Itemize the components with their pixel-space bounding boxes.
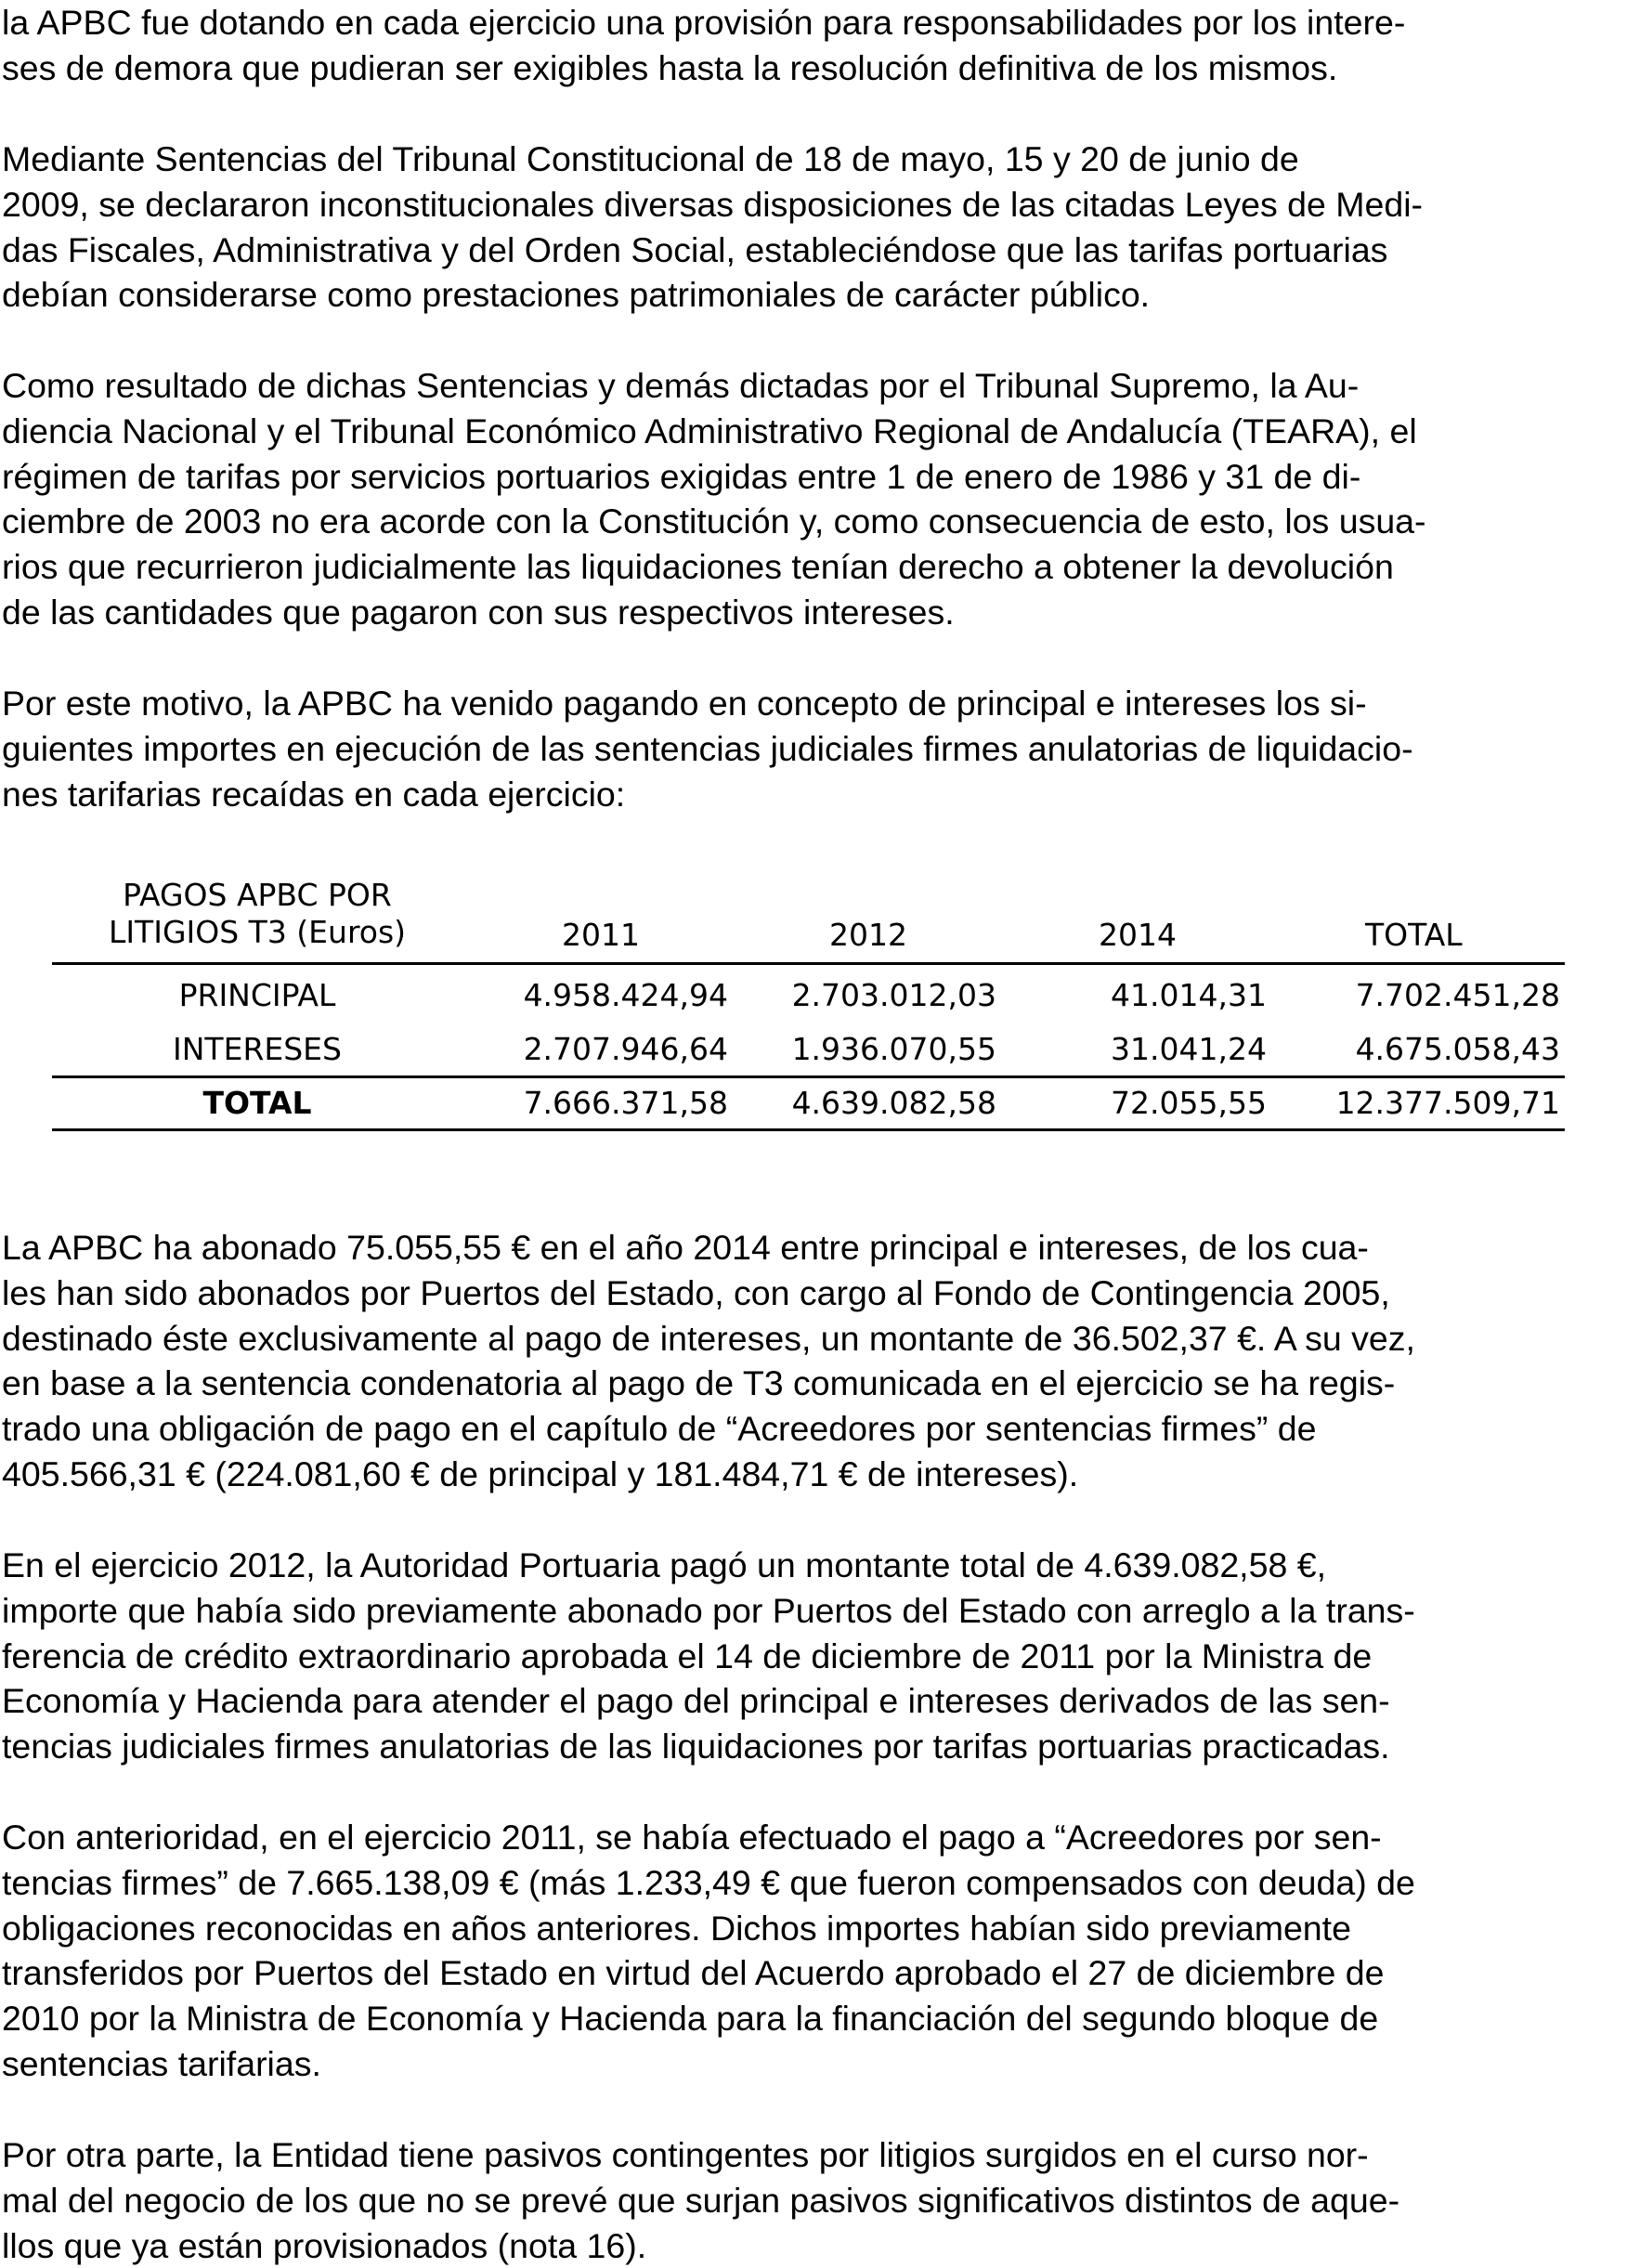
table-cell: 2.703.012,03 (791, 977, 996, 1013)
paragraph: la APBC fue dotando en cada ejercicio una provisión para responsabilidades por los intere- ses de demora que pudieran ser exigibles hasta la resolución definitiva de los mismos. (2, 3, 1406, 87)
table-header-label-line2: LITIGIOS T3 (Euros) (108, 914, 407, 950)
table-total-rule (52, 1075, 1565, 1078)
table-cell: 12.377.509,71 (1335, 1085, 1560, 1121)
paragraph: La APBC ha abonado 75.055,55 € en el año 2014 entre principal e intereses, de los cua- les han sido abonados por Puertos del Estado, con cargo al Fondo de Contingencia 2005, destinado éste exclusivamente al pago de intereses, un montante de 36.502,37 €. A su vez, en base a la sentencia condenatoria al pago de T3 comunicada en el ejercicio se ha regis- trado una obligación de pago en el capítulo de “Acreedores por sentencias firmes” de 405.566,31 € (224.081,60 € de principal y 181.484,71 € de intereses). (2, 1228, 1415, 1493)
table-cell: 7.702.451,28 (1355, 977, 1560, 1013)
column-header-total: TOTAL (1365, 917, 1463, 953)
column-header-2014: 2014 (1099, 917, 1177, 953)
row-label: PRINCIPAL (178, 977, 336, 1013)
table-header-label-line1: PAGOS APBC POR (123, 877, 392, 913)
table-cell: 4.958.424,94 (523, 977, 728, 1013)
paragraph: Con anterioridad, en el ejercicio 2011, se había efectuado el pago a “Acreedores por sen- tencias firmes” de 7.665.138,09 € (más 1.233,49 € que fueron compensados con deuda) de obligaciones reconocidas en años anteriores. Dichos importes habían sido previamente transferidos por Puertos del Estado en virtud del Acuerdo aprobado el 27 de diciembre de 2010 por la Ministra de Economía y Hacienda para la financiación del segundo bloque de sentencias tarifarias. (2, 1818, 1415, 2083)
table-bottom-rule (52, 1128, 1565, 1131)
paragraph: Como resultado de dichas Sentencias y demás dictadas por el Tribunal Supremo, la Au- diencia Nacional y el Tribunal Económico Administrativo Regional de Andalucía (TEARA), el régimen de tarifas por servicios portuarios exigidas entre 1 de enero de 1986 y 31 de di- ciembre de 2003 no era acorde con la Constitución y, como consecuencia de esto, los usua- rios que recurrieron judicialmente las liquidaciones tenían derecho a obtener la devolución de las cantidades que pagaron con sus respectivos intereses. (2, 366, 1426, 632)
table-header-rule (52, 962, 1565, 965)
table-cell: 41.014,31 (1111, 977, 1267, 1013)
paragraph: Mediante Sentencias del Tribunal Constitucional de 18 de mayo, 15 y 20 de junio de 2009, se declararon inconstitucionales diversas disposiciones de las citadas Leyes de Medi- das Fiscales, Administrativa y del Orden Social, estableciéndose que las tarifas portuarias debían considerarse como prestaciones patrimoniales de carácter público. (2, 139, 1424, 315)
table-cell: 2.707.946,64 (523, 1031, 728, 1067)
column-header-2012: 2012 (829, 917, 907, 953)
table-cell: 72.055,55 (1111, 1085, 1267, 1121)
table-cell: 1.936.070,55 (791, 1031, 996, 1067)
row-label: INTERESES (173, 1031, 342, 1067)
paragraph: Por otra parte, la Entidad tiene pasivos contingentes por litigios surgidos en el curso nor- mal del negocio de los que no se prevé que surjan pasivos significativos distintos de aque- llos que ya están provisionados (nota 16). (2, 2135, 1400, 2265)
table-cell: 7.666.371,58 (523, 1085, 728, 1121)
table-cell: 4.675.058,43 (1355, 1031, 1560, 1067)
paragraph: En el ejercicio 2012, la Autoridad Portuaria pagó un montante total de 4.639.082,58 €, importe que había sido previamente abonado por Puertos del Estado con arreglo a la trans- ferencia de crédito extraordinario aprobada el 14 de diciembre de 2011 por la Ministra de Economía y Hacienda para atender el pago del principal e intereses derivados de las sen- tencias judiciales firmes anulatorias de las liquidaciones por tarifas portuarias practicadas. (2, 1545, 1415, 1766)
paragraph: Por este motivo, la APBC ha venido pagando en concepto de principal e intereses los si- guientes importes en ejecución de las sentencias judiciales firmes anulatorias de liquidacio- nes tarifarias recaídas en cada ejercicio: (2, 684, 1413, 814)
column-header-2011: 2011 (562, 917, 640, 953)
row-label: TOTAL (202, 1085, 312, 1121)
table-cell: 4.639.082,58 (791, 1085, 996, 1121)
table-cell: 31.041,24 (1111, 1031, 1267, 1067)
